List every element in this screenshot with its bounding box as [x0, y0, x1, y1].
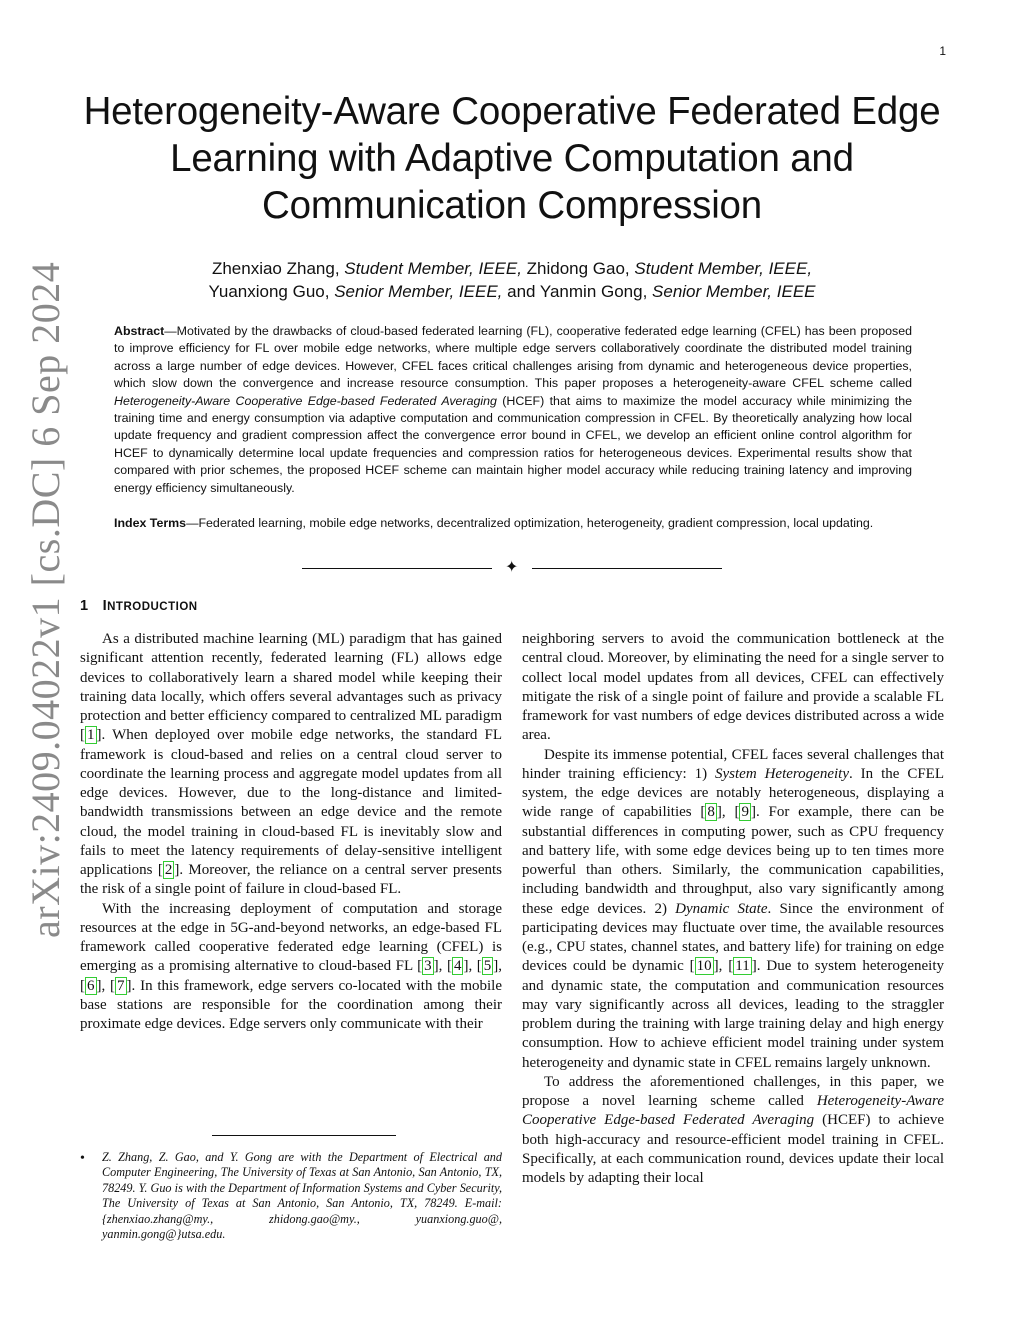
italic-term: Heterogeneity-Aware Cooperative Edge-based Federated Averaging: [522, 1093, 944, 1129]
abstract-text: —Motivated by the drawbacks of cloud-based federated learning (FL), cooperative federated edge learning (CFEL) has been proposed to improve efficiency for FL over mobile edge networks, where multiple edge servers collaboratively coordinate the distributed model training across a large number of edge devices. However, CFEL faces critical challenges arising from dynamic and heterogeneous device properties, which slow down the convergence and increase resource consumption. This paper proposes a heterogeneity-aware CFEL scheme called: [114, 324, 912, 391]
index-terms: [114, 515, 912, 532]
italic-term: Dynamic State: [675, 900, 768, 917]
author-role: Student Member, IEEE,: [634, 259, 813, 278]
paragraph: neighboring servers to avoid the communication bottleneck at the central cloud. Moreover, by eliminating the need for a single server to collect local model updates from all devices, CFEL can effectively mitigate the risk of a single point of failure and provide a scalable FL framework for vast numbers of edge devices distributed across a wide area.: [522, 631, 944, 744]
paragraph: With the increasing deployment of computation and storage resources at the edge in 5G-and-beyond networks, an edge-based FL framework called cooperative federated edge learning (CFEL) is emerging as a promising alternative to cloud-based FL [ 3 ], [ 4 ], [ 5 ], [ 6 ], [ 7 ]. In this framework, edge servers co-located with the mobile base stations are responsible for the coordination among their proximate edge devices. Edge servers only communicate with their: [80, 900, 503, 1032]
index-terms-label: Index Terms: [114, 516, 187, 530]
diamond-icon: ✦: [505, 559, 519, 576]
author-name: and Yanmin Gong,: [502, 282, 653, 301]
title-block: [80, 88, 944, 303]
citation-link[interactable]: 4: [453, 958, 462, 975]
citation-link[interactable]: 5: [483, 958, 492, 975]
abstract-label: Abstract: [114, 324, 165, 338]
citation-link[interactable]: 2: [164, 862, 173, 878]
affiliation-footnote: [80, 1150, 502, 1242]
left-column: [80, 630, 502, 1115]
paragraph: As a distributed machine learning (ML) paradigm that has gained significant attention recently, federated learning (FL) allows edge devices to collaboratively learn a shared model while keeping their training data locally, which offers several advantages such as privacy protection and better efficiency compared to centralized ML paradigm [ 1 ]. When deployed over mobile edge networks, the standard FL framework is cloud-based and relies on a central cloud server to coordinate the learning process and aggregate model updates from all edge devices. However, due to the long-distance and limited-bandwidth transmissions between an edge device and the remote cloud, the model training in cloud-based FL is inevitably slow and fails to meet the latency requirements of delay-sensitive intelligent applications [ 2 ]. Moreover, the reliance on a central server presents the risk of a single point of failure in cloud-based FL.: [80, 631, 502, 898]
citation-link[interactable]: 11: [735, 958, 750, 975]
author-line-2: [80, 280, 944, 303]
abstract-scheme-name: Heterogeneity-Aware Cooperative Edge-based Federated Averaging: [114, 393, 497, 408]
author-line-1: [80, 257, 944, 280]
right-column: [522, 630, 944, 1188]
italic-term: System Heterogeneity: [715, 765, 849, 782]
paper-title: Heterogeneity-Aware Cooperative Federated Edge Learning with Adaptive Computation and Communication Compression: [83, 90, 941, 227]
author-name: Zhidong Gao,: [521, 259, 635, 278]
citation-link[interactable]: 8: [707, 804, 715, 821]
author-role: Student Member, IEEE,: [344, 259, 522, 278]
section-divider: [302, 561, 722, 577]
index-terms-text: —Federated learning, mobile edge networks, decentralized optimization, heterogeneity, gradient compression, local updating.: [186, 516, 874, 530]
citation-link[interactable]: 7: [117, 977, 125, 994]
author-role: Senior Member, IEEE: [652, 282, 816, 301]
abstract: [114, 323, 912, 497]
footnote-text: Z. Zhang, Z. Gao, and Y. Gong are with the Department of Electrical and Computer Engineering, The University of Texas at San Antonio, San Antonio, TX, 78249. Y. Guo is with the Department of Information Systems and Cyber Security, The University of Texas at San Antonio, San Antonio, TX, 78249. E-mail: {zhenxiao.zhang@my., zhidong.gao@my., yuanxiong.guo@, yanmin.gong@}utsa.edu.: [102, 1150, 502, 1242]
divider-line-right: [532, 568, 722, 569]
divider-line-left: [302, 568, 492, 569]
paragraph: To address the aforementioned challenges, in this paper, we propose a novel learning scheme called Heterogeneity-Aware Cooperative Edge-based Federated Averaging (HCEF) to achieve both high-accuracy and resource-efficient model training in CFEL. Specifically, at each communication round, devices update their local models by adapting their local: [522, 1073, 944, 1186]
citation-link[interactable]: 6: [87, 977, 95, 994]
page-number: 1: [939, 44, 946, 58]
citation-link[interactable]: 3: [424, 958, 432, 975]
author-list: [80, 257, 944, 303]
section-title-rest: NTRODUCTION: [107, 601, 198, 613]
citation-link[interactable]: 1: [87, 727, 95, 744]
abstract-text: (HCEF) that aims to maximize the model accuracy while minimizing the training time and energy consumption via adaptive computation and communication compression in CFEL. By theoretically analyzing how local update frequency and gradient compression affect the convergence error bound in CFEL, we develop an efficient online control algorithm for HCEF to dynamically determine local update frequencies and compression ratios for heterogeneous devices. Experimental results show that compared with prior schemes, the proposed HCEF scheme can maintain higher model accuracy while reducing training latency and improving energy efficiency simultaneously.: [114, 393, 912, 495]
author-name: Yuanxiong Guo,: [208, 282, 335, 301]
author-name: Zhenxiao Zhang,: [211, 259, 345, 278]
section-title-first: I: [102, 598, 108, 614]
arxiv-stamp: arXiv:2409.04022v1 [cs.DC] 6 Sep 2024: [23, 261, 68, 938]
footnote-rule: [212, 1135, 396, 1136]
paragraph: Despite its immense potential, CFEL faces several challenges that hinder training efficiency: 1) System Heterogeneity. In the CFEL system, the edge devices are notably heterogeneous, displaying a wide range of capabilities [ 8 ], [ 9 ]. For example, there can be substantial differences in computing power, such as CPU frequency and battery life, with some edge devices being up to ten times more powerful than others. Similarly, the communication capabilities, including bandwidth and throughput, also vary significantly among these edge devices. 2) Dynamic State. Since the environment of participating devices may fluctuate over time, the available resources (e.g., CPU states, channel states, and battery life) for training on edge devices could be dynamic [ 10 ], [ 11 ]. Due to system heterogeneity and dynamic state, the computation and communication resources may vary significantly across all devices, leading to the straggler problem during the training with large training delay and high energy consumption. How to achieve efficient model training under system heterogeneity and dynamic state in CFEL remains largely unknown.: [522, 746, 945, 1071]
section-number: 1: [80, 598, 89, 614]
section-heading: [80, 598, 198, 614]
footnote-bullet: •: [80, 1151, 85, 1166]
citation-link[interactable]: 10: [696, 958, 712, 975]
citation-link[interactable]: 9: [741, 804, 749, 821]
author-role: Senior Member, IEEE,: [334, 282, 503, 301]
